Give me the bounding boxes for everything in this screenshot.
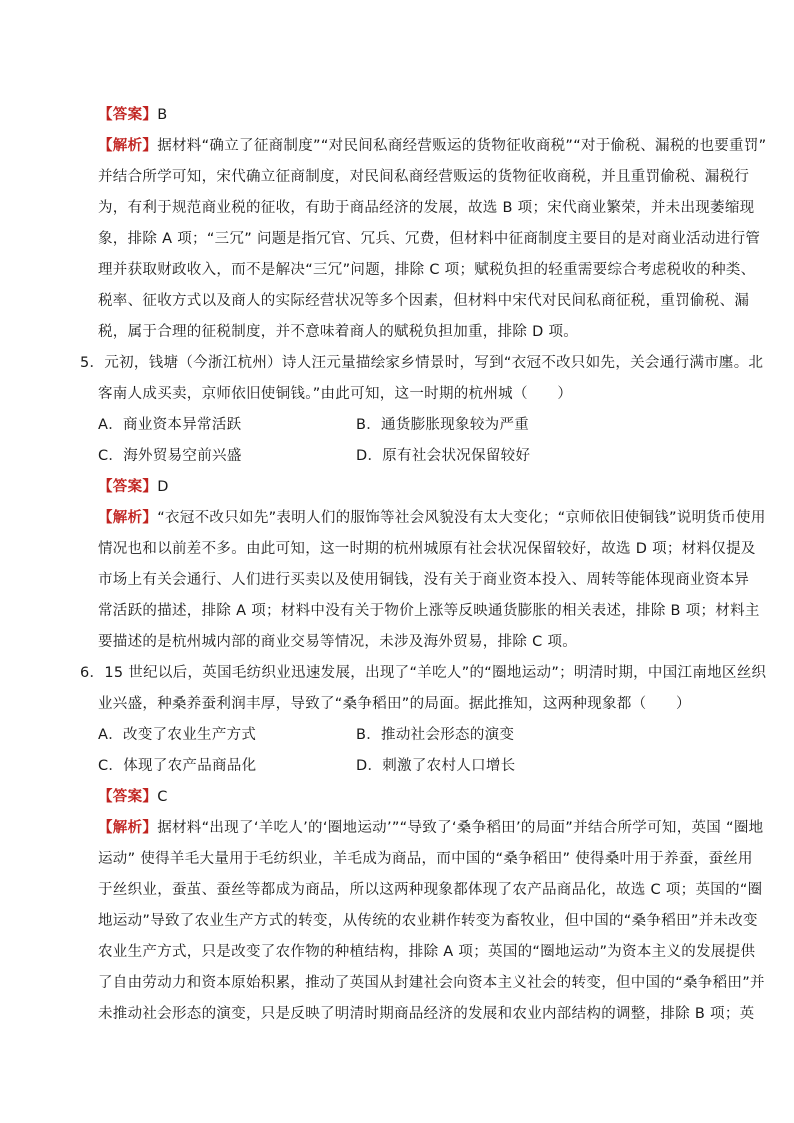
q4-analysis-line-4: 象，排除 A 项；“三冗” 问题是指冗官、冗兵、冗费，但材料中征商制度主要目的是对商业活动进行管 [98, 231, 761, 247]
q4-answer-line [80, 100, 720, 131]
q5-stem-line-1: 5．元初，钱塘（今浙江杭州）诗人汪元量描绘家乡情景时，写到“衣冠不改只如先，关会通行满市廛。北 [80, 355, 764, 371]
q6-analysis-line-7: 未推动社会形态的演变，只是反映了明清时期商品经济的发展和农业内部结构的调整，排除 B 项；英 [98, 1006, 755, 1022]
q4-analysis-line-5: 理并获取财政收入，而不是解决“三冗”问题，排除 C 项；赋税负担的轻重需要综合考虑税收的种类、 [98, 262, 756, 278]
analysis-tag: 【解析】 [98, 820, 158, 836]
q5-answer: D [157, 479, 169, 495]
q6-analysis-line-5: 农业生产方式，只是改变了农作物的种植结构，排除 A 项；英国的“圈地运动”为资本主义的发展提供 [98, 944, 756, 960]
q5-analysis-line-1 [80, 503, 766, 534]
q5-options-row-1 [80, 410, 720, 441]
q5-option-c: C．海外贸易空前兴盛 [98, 448, 242, 464]
q6-option-d: D．刺激了农村人口增长 [356, 758, 516, 774]
q6-analysis-line-1 [80, 813, 764, 844]
q6-option-a: A．改变了农业生产方式 [98, 727, 257, 743]
q5-analysis-line-5: 要描述的是杭州城内部的商业交易等情况，未涉及海外贸易，排除 C 项。 [98, 634, 578, 650]
page-content [80, 100, 767, 1030]
q6-option-b: B．推动社会形态的演变 [356, 727, 515, 743]
q6-analysis-line-4: 地运动”导致了农业生产方式的转变，从传统的农业耕作转变为畜牧业，但中国的“桑争稻田”并未改变 [98, 913, 758, 929]
analysis-tag: 【解析】 [98, 510, 158, 526]
q6-stem-line-2: 业兴盛，种桑养蚕利润丰厚，导致了“桑争稻田”的局面。据此推知，这两种现象都（ ） [98, 696, 691, 712]
q5-stem-line-2: 客南人成买卖，京师依旧使铜钱。”由此可知，这一时期的杭州城（ ） [98, 386, 573, 402]
q5-option-a: A．商业资本异常活跃 [98, 417, 242, 433]
answer-tag: 【答案】 [98, 789, 158, 805]
q5-option-b: B．通货膨胀现象较为严重 [356, 417, 530, 433]
q6-answer-line [80, 782, 720, 813]
q6-option-c: C．体现了农产品商品化 [98, 758, 257, 774]
q6-options-row-1 [80, 720, 720, 751]
q5-analysis-text: “衣冠不改只如先”表明人们的服饰等社会风貌没有太大变化；“京师依旧使铜钱”说明货币使用 [157, 510, 766, 526]
q6-stem-line-1: 6．15 世纪以后，英国毛纺织业迅速发展，出现了“羊吃人”的“圈地运动”；明清时期，中国江南地区丝织 [80, 665, 767, 681]
q5-analysis-line-2: 情况也和以前差不多。由此可知，这一时期的杭州城原有社会状况保留较好，故选 D 项；材料仅提及 [98, 541, 756, 557]
q4-analysis-line-2: 并结合所学可知，宋代确立征商制度，对民间私商经营贩运的货物征收商税，并且重罚偷税、漏税行 [98, 169, 750, 185]
q6-analysis-line-3: 于丝织业，蚕茧、蚕丝等都成为商品，所以这两种现象都体现了农产品商品化，故选 C 项；英国的“圈 [98, 882, 763, 898]
q6-answer: C [157, 789, 168, 805]
analysis-tag: 【解析】 [98, 138, 158, 154]
answer-tag: 【答案】 [98, 107, 158, 123]
q4-analysis-line-3: 为，有利于规范商业税的征收，有助于商品经济的发展，故选 B 项；宋代商业繁荣，并未出现萎缩现 [98, 200, 755, 216]
q5-analysis-line-3: 市场上有关会通行、人们进行买卖以及使用铜钱，没有关于商业资本投入、周转等能体现商业资本异 [98, 572, 750, 588]
q4-analysis-line-1 [80, 131, 767, 162]
q6-analysis-line-6: 了自由劳动力和资本原始积累，推动了英国从封建社会向资本主义社会的转变，但中国的“桑争稻田”并 [98, 975, 765, 991]
answer-tag: 【答案】 [98, 479, 158, 495]
q5-answer-line [80, 472, 720, 503]
q4-analysis-line-6: 税率、征收方式以及商人的实际经营状况等多个因素，但材料中宋代对民间私商征税，重罚偷税、漏 [98, 293, 750, 309]
q6-analysis-text: 据材料“出现了‘羊吃人’的‘圈地运动’”“导致了‘桑争稻田’的局面”并结合所学可知，英国 “圈地 [157, 820, 764, 836]
q6-options-row-2 [80, 751, 720, 782]
q5-options-row-2 [80, 441, 720, 472]
q4-analysis-text: 据材料“确立了征商制度”“对民间私商经营贩运的货物征收商税”“对于偷税、漏税的也要重罚” [157, 138, 767, 154]
q4-analysis-line-7: 税，属于合理的征税制度，并不意味着商人的赋税负担加重，排除 D 项。 [98, 324, 579, 340]
q5-option-d: D．原有社会状况保留较好 [356, 448, 531, 464]
q4-answer: B [157, 107, 168, 123]
q5-analysis-line-4: 常活跃的描述，排除 A 项；材料中没有关于物价上涨等反映通货膨胀的相关表述，排除 B 项；材料主 [98, 603, 760, 619]
q6-analysis-line-2: 运动” 使得羊毛大量用于毛纺织业，羊毛成为商品，而中国的“桑争稻田” 使得桑叶用于养蚕，蚕丝用 [98, 851, 753, 867]
